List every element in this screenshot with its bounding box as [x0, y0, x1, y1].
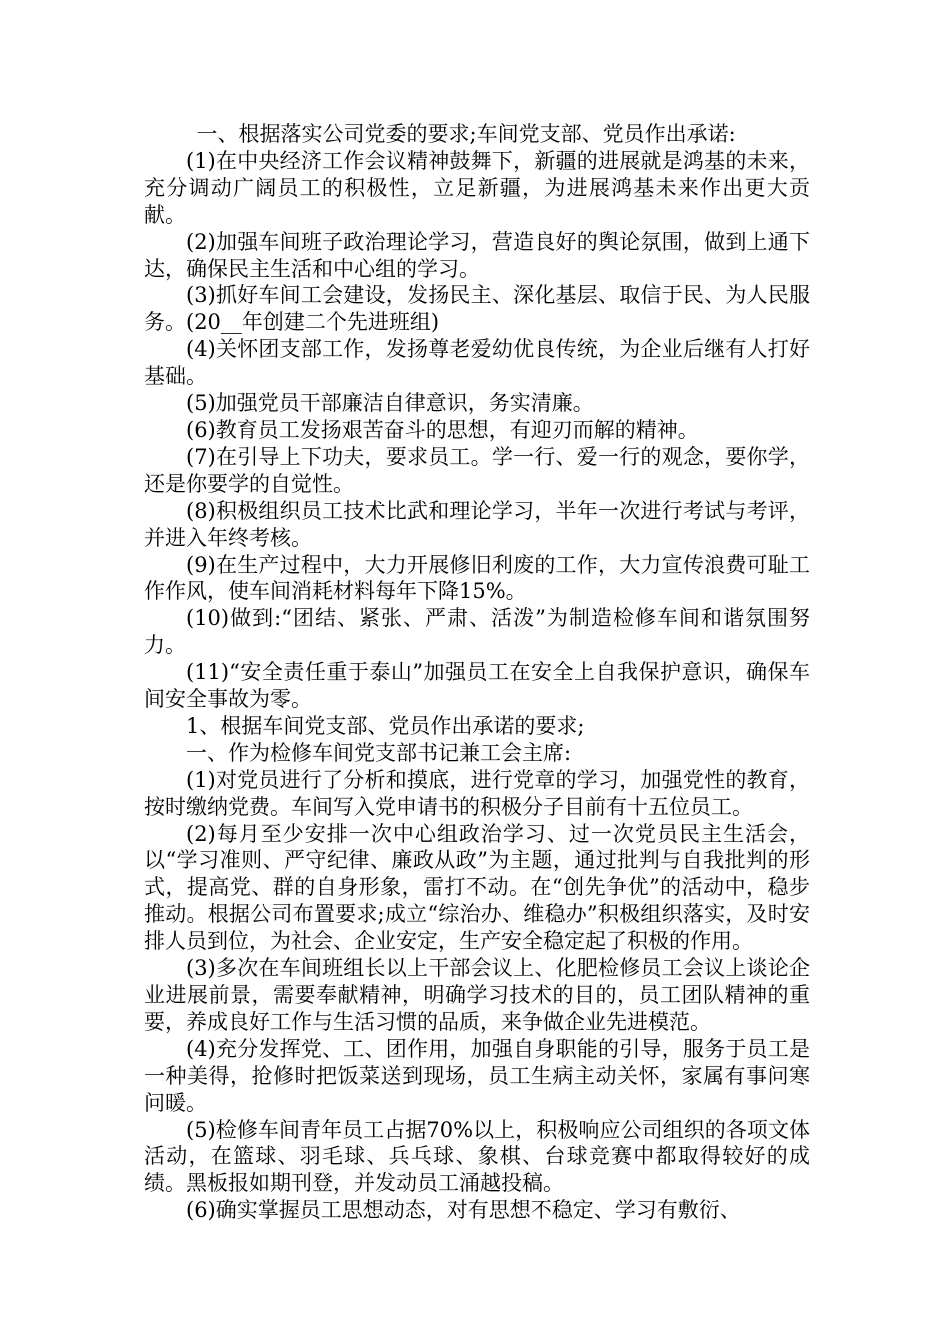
commitment-item-4: (4)关怀团支部工作，发扬尊老爱幼优良传统，为企业后继有人打好基础。 [144, 337, 810, 389]
work-item-2: (2)每月至少安排一次中心组政治学习、过一次党员民主生活会，以“学习准则、严守纪律、廉政从政”为主题，通过批判与自我批判的形式，提高党、群的自身形象，雷打不动。在“创先争优”的活动中，稳步推动。根据公司布置要求;成立“综治办、维稳办”积极组织落实，及时安排人员到位，为社会、企业安定，生产安全稳定起了积极的作用。 [144, 821, 810, 954]
work-item-4: (4)充分发挥党、工、团作用，加强自身职能的引导，服务于员工是一种美得，抢修时把饭菜送到现场，员工生病主动关怀，家属有事问寒问暖。 [144, 1036, 810, 1115]
commitment-item-10: (10)做到:“团结、紧张、严肃、活泼”为制造检修车间和谐氛围努力。 [144, 606, 810, 658]
commitment-item-8: (8)积极组织员工技术比武和理论学习，半年一次进行考试与考评，并进入年终考核。 [144, 498, 810, 550]
commitment-item-3: (3)抓好车间工会建设，发扬民主、深化基层、取信于民、为人民服务。(20__年创建二个先进班组) [144, 283, 810, 335]
commitment-item-1: (1)在中央经济工作会议精神鼓舞下，新疆的进展就是鸿基的未来，充分调动广阔员工的积极性，立足新疆，为进展鸿基未来作出更大贡献。 [144, 148, 810, 227]
commitment-item-2: (2)加强车间班子政治理论学习，营造良好的舆论氛围，做到上通下达，确保民主生活和中心组的学习。 [144, 229, 810, 281]
work-item-6: (6)确实掌握员工思想动态，对有思想不稳定、学习有敷衍、 [186, 1198, 741, 1223]
work-item-1: (1)对党员进行了分析和摸底，进行党章的学习，加强党性的教育，按时缴纳党费。车间写入党申请书的积极分子目前有十五位员工。 [144, 767, 810, 819]
commitment-item-6: (6)教育员工发扬艰苦奋斗的思想，有迎刃而解的精神。 [186, 417, 699, 442]
document-page [144, 121, 810, 1224]
commitment-item-7: (7)在引导上下功夫，要求员工。学一行、爱一行的观念，要你学，还是你要学的自觉性。 [144, 444, 810, 496]
commitment-heading: 一、根据落实公司党委的要求;车间党支部、党员作出承诺: [196, 122, 736, 146]
section-heading-1: 1、根据车间党支部、党员作出承诺的要求; [186, 713, 585, 738]
commitment-item-9: (9)在生产过程中，大力开展修旧利废的工作，大力宣传浪费可耻工作作风，使车间消耗材料每年下降15%。 [144, 552, 810, 604]
commitment-item-11: (11)“安全责任重于泰山”加强员工在安全上自我保护意识，确保车间安全事故为零。 [144, 660, 810, 712]
work-item-3: (3)多次在车间班组长以上干部会议上、化肥检修员工会议上谈论企业进展前景，需要奉献精神，明确学习技术的目的，员工团队精神的重要，养成良好工作与生活习惯的品质，来争做企业先进模范。 [144, 956, 810, 1034]
commitment-item-5: (5)加强党员干部廉洁自律意识，务实清廉。 [186, 391, 594, 416]
section-subheading: 一、作为检修车间党支部书记兼工会主席: [186, 740, 572, 765]
work-item-5: (5)检修车间青年员工占据70%以上，积极响应公司组织的各项文体活动，在篮球、羽毛球、兵乓球、象棋、台球竞赛中都取得较好的成绩。黑板报如期刊登，并发动员工涌越投稿。 [144, 1117, 810, 1196]
